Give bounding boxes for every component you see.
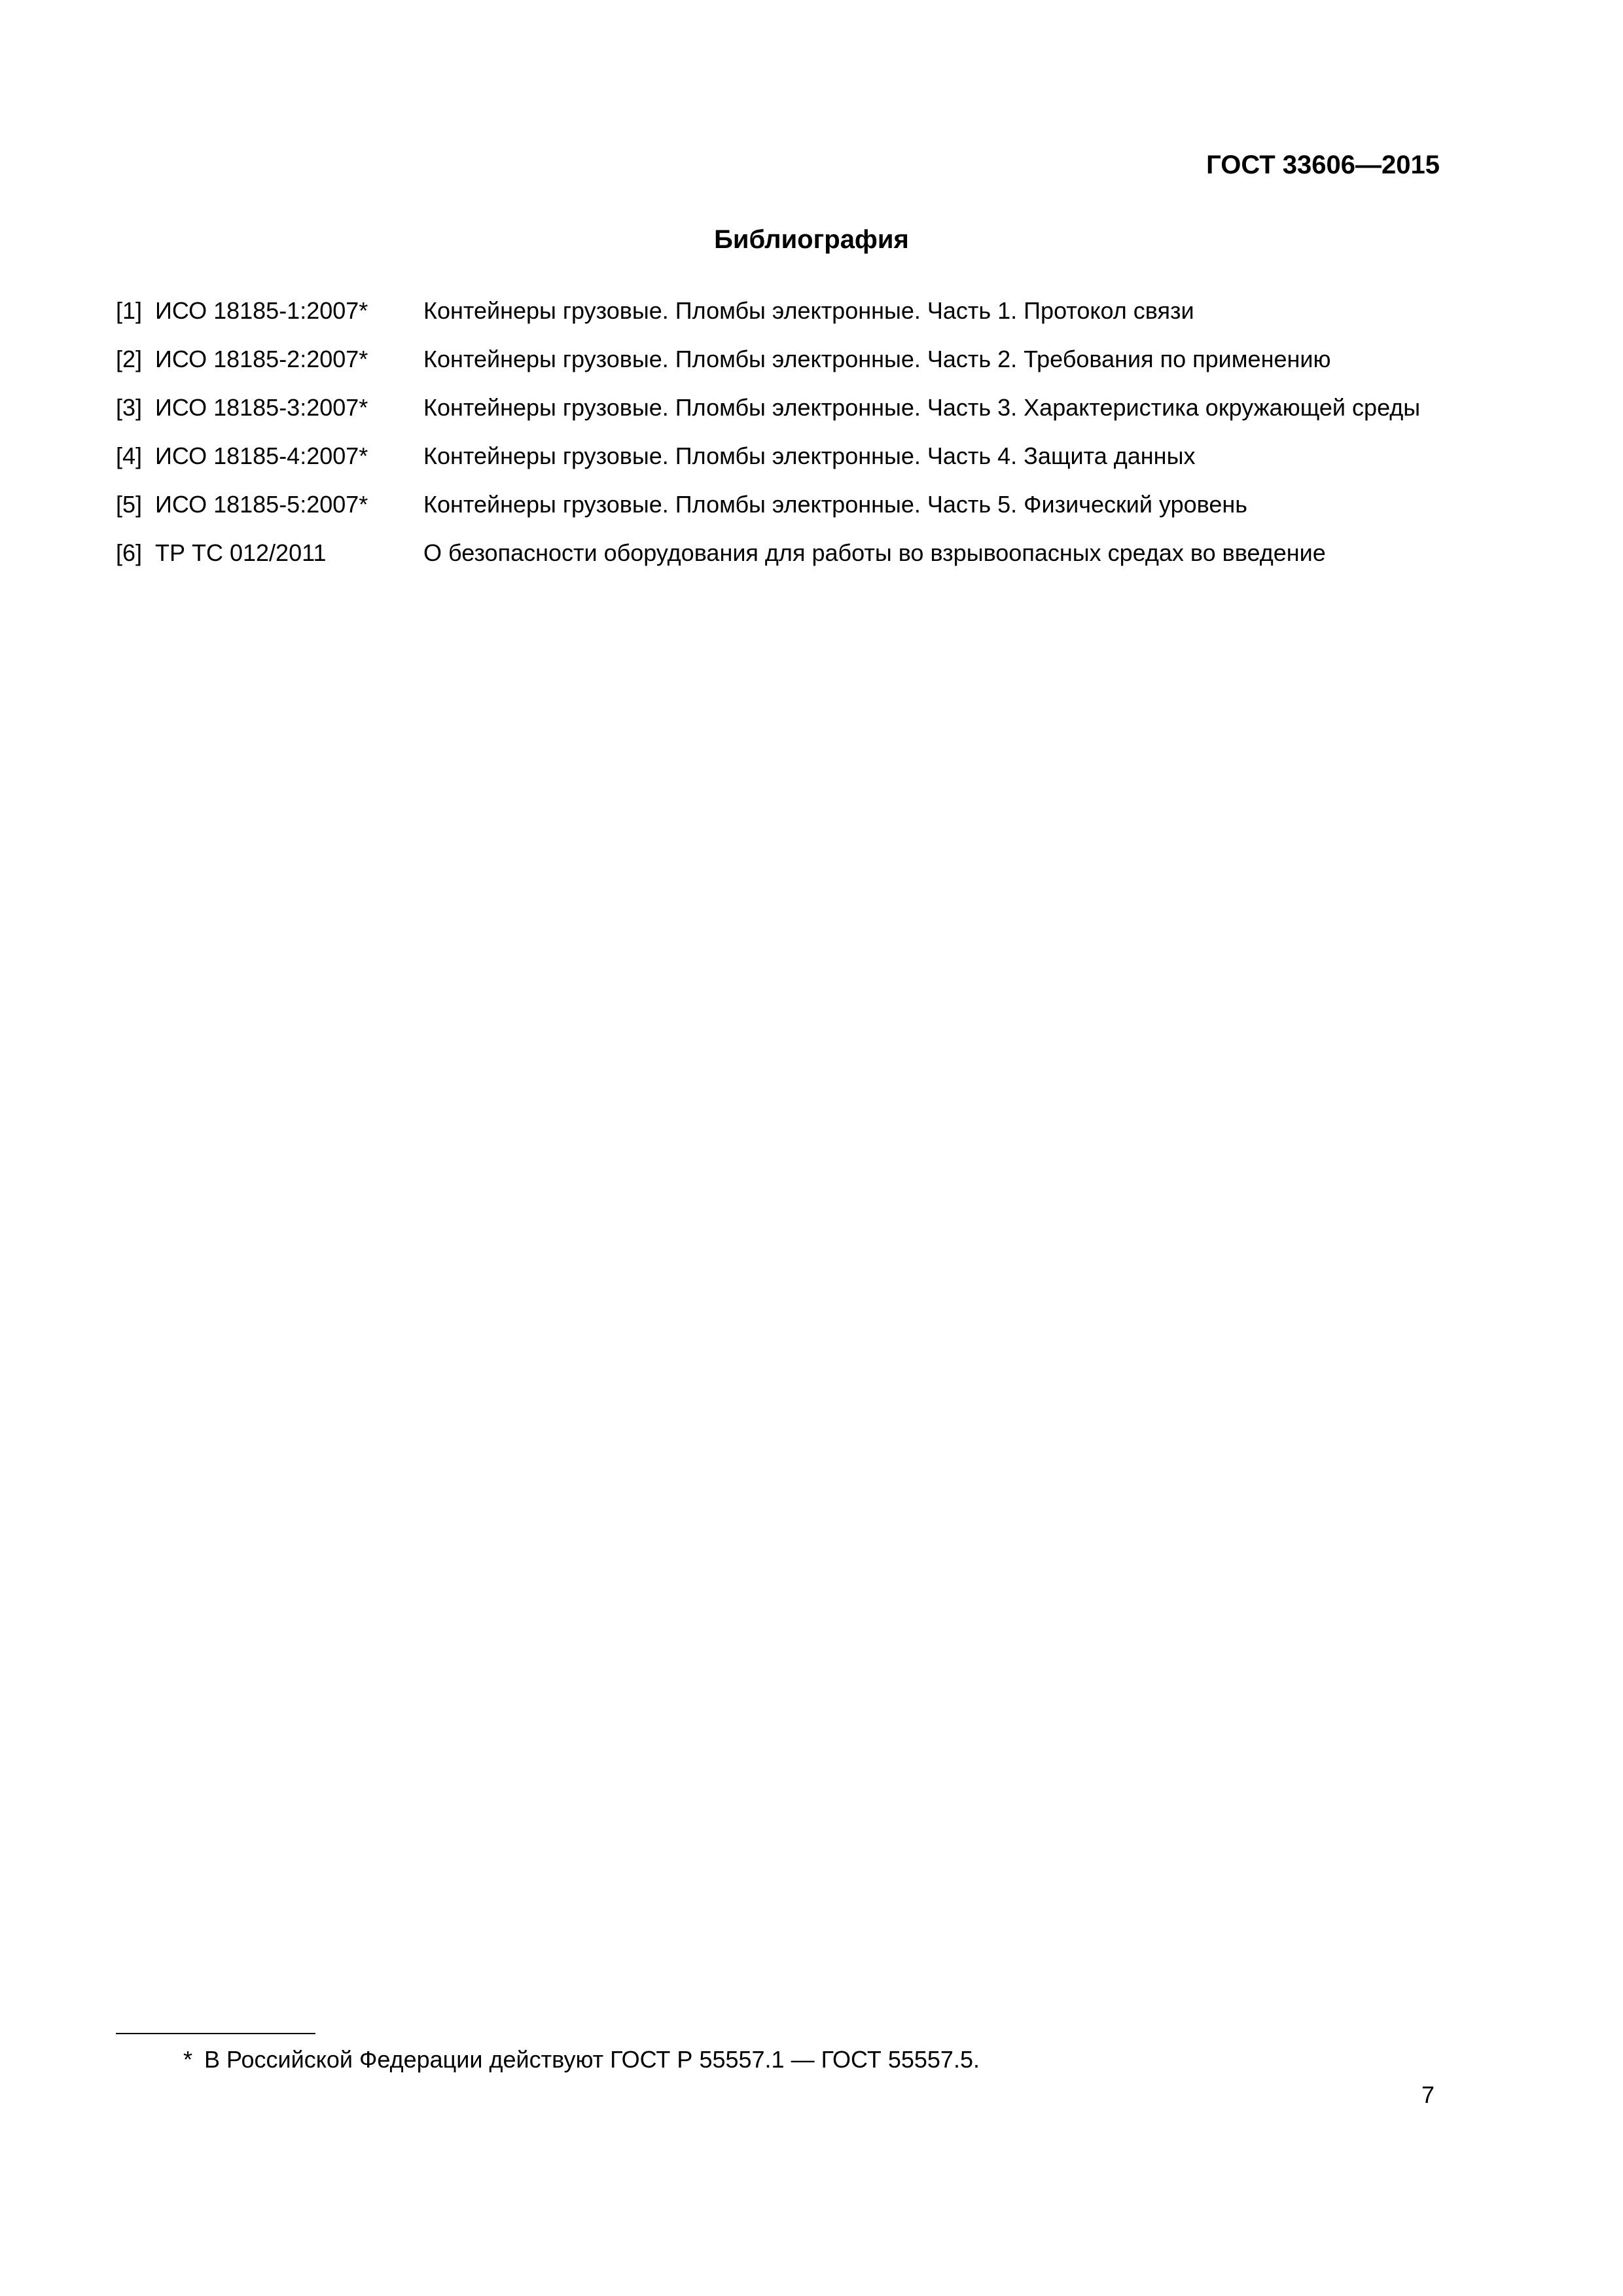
document-code: ГОСТ 33606—2015: [1206, 151, 1440, 179]
footnote-divider: [116, 2033, 315, 2034]
entry-title: Контейнеры грузовые. Пломбы электронные. Часть 2. Требования по применению: [423, 346, 1331, 372]
entry-number: [4]: [116, 442, 143, 469]
entry-number: [3]: [116, 394, 143, 421]
bibliography-entry: [116, 441, 1440, 471]
entry-title: Контейнеры грузовые. Пломбы электронные. Часть 4. Защита данных: [423, 442, 1196, 469]
entry-reference: ИСО 18185-5:2007*: [155, 491, 368, 518]
footnote-mark: *: [183, 2046, 193, 2073]
footnote-text: В Российской Федерации действуют ГОСТ Р 55557.1 — ГОСТ 55557.5.: [204, 2046, 980, 2073]
bibliography-list: [116, 296, 1440, 586]
page-number: 7: [1421, 2081, 1435, 2108]
entry-number: [2]: [116, 346, 143, 372]
entry-title: О безопасности оборудования для работы во взрывоопасных средах во введение: [423, 539, 1326, 566]
entry-reference: ИСО 18185-2:2007*: [155, 346, 368, 372]
bibliography-entry: [116, 538, 1440, 568]
bibliography-title: Библиография: [714, 225, 909, 254]
entry-number: [1]: [116, 297, 143, 324]
entry-number: [5]: [116, 491, 143, 518]
bibliography-entry: [116, 490, 1440, 520]
footnote: [183, 2045, 980, 2075]
entry-title: Контейнеры грузовые. Пломбы электронные. Часть 5. Физический уровень: [423, 491, 1248, 518]
bibliography-entry: [116, 344, 1440, 374]
entry-reference: ИСО 18185-4:2007*: [155, 442, 368, 469]
entry-number: [6]: [116, 539, 143, 566]
entry-reference: ИСО 18185-1:2007*: [155, 297, 368, 324]
bibliography-entry: [116, 393, 1440, 423]
bibliography-entry: [116, 296, 1440, 326]
entry-reference: ИСО 18185-3:2007*: [155, 394, 368, 421]
entry-title: Контейнеры грузовые. Пломбы электронные. Часть 3. Характеристика окружающей среды: [423, 394, 1421, 421]
entry-title: Контейнеры грузовые. Пломбы электронные. Часть 1. Протокол связи: [423, 297, 1194, 324]
entry-reference: ТР ТС 012/2011: [155, 539, 327, 566]
